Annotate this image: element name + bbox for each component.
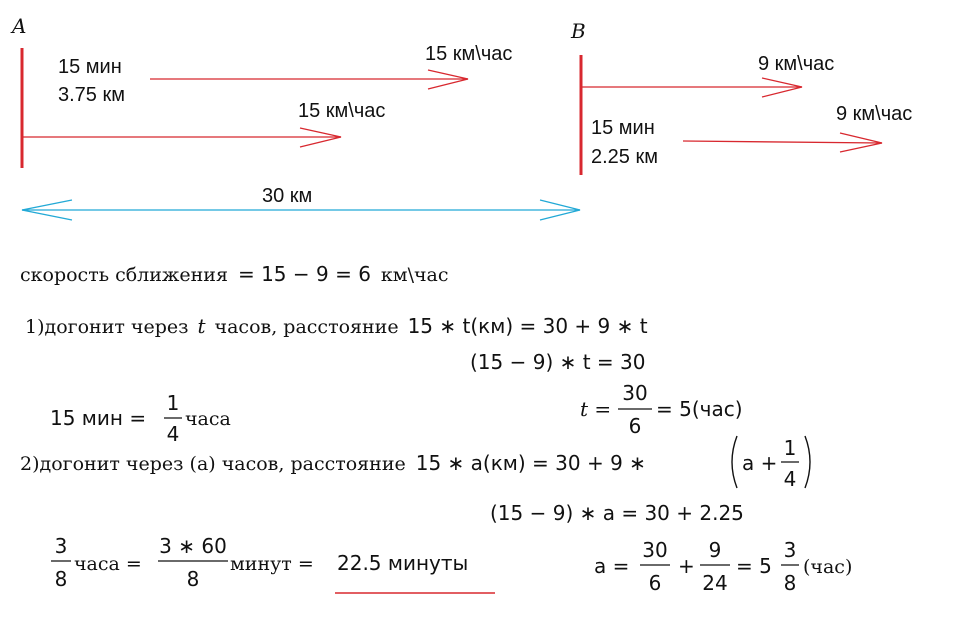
answer-numerator-1: 30	[642, 538, 668, 562]
b-arrow-bottom	[683, 133, 882, 152]
distance-label: 30 км	[262, 185, 313, 207]
point-a-label: A	[12, 14, 27, 38]
answer-denominator-2: 24	[702, 571, 728, 595]
answer-unit: (час)	[803, 556, 853, 578]
part-2-line	[20, 451, 646, 475]
part-2-numerator: 1	[783, 436, 797, 460]
answer-denominator-1: 6	[648, 571, 662, 595]
part-1-variable: t	[197, 314, 206, 338]
part-2-paren-expression: а +	[742, 451, 778, 475]
part-2-prefix: 2)догонит через (а) часов, расстояние	[20, 453, 406, 475]
approach-speed-line	[20, 262, 449, 286]
quarter-denominator: 4	[166, 422, 180, 446]
b-distance-label: 2.25 км	[591, 146, 658, 168]
part-2-step: (15 − 9) ∗ а = 30 + 2.25	[490, 501, 744, 525]
part-1-middle: часов, расстояние	[214, 316, 399, 338]
conversion-result: 22.5 минуты	[337, 551, 469, 575]
b-arrow-top	[581, 78, 802, 97]
part-1-result: = 5(час)	[656, 397, 743, 421]
answer-numerator-2: 9	[708, 538, 722, 562]
conversion-denominator-2: 8	[186, 567, 200, 591]
a-speed-top-label: 15 км\час	[425, 43, 513, 65]
part-1-prefix: 1)догонит через	[25, 316, 189, 338]
part-1-equation: 15 ∗ t(км) = 30 + 9 ∗ t	[407, 314, 648, 338]
part-1-t-label: t =	[580, 397, 612, 421]
point-b-label: B	[571, 19, 586, 43]
a-time-label: 15 мин	[58, 56, 122, 78]
answer-denominator-3: 8	[783, 571, 797, 595]
conversion-label-2: минут =	[230, 553, 314, 575]
quarter-rhs: часа	[185, 408, 231, 430]
conversion-numerator-2: 3 ∗ 60	[159, 534, 227, 558]
part-2-open-paren	[732, 436, 737, 488]
part-2-close-paren	[805, 436, 810, 488]
approach-label: скорость сближения	[20, 264, 228, 286]
part-1-numerator: 30	[622, 381, 648, 405]
answer-numerator-3: 3	[783, 538, 797, 562]
part-1-denominator: 6	[628, 414, 642, 438]
b-speed-bottom-label: 9 км\час	[836, 103, 913, 125]
conversion-label-1: часа =	[74, 553, 142, 575]
approach-expression: = 15 − 9 = 6	[237, 262, 371, 286]
conversion-denominator-1: 8	[54, 567, 68, 591]
b-speed-top-label: 9 км\час	[758, 53, 835, 75]
quarter-numerator: 1	[166, 391, 180, 415]
answer-lhs: а =	[594, 554, 630, 578]
a-arrow-top	[150, 70, 468, 89]
answer-plus: +	[678, 554, 695, 578]
a-arrow-bottom	[22, 128, 341, 147]
quarter-lhs: 15 мин =	[50, 406, 147, 430]
b-time-label: 15 мин	[591, 117, 655, 139]
part-2-equation: 15 ∗ а(км) = 30 + 9 ∗	[415, 451, 646, 475]
answer-equals-whole: = 5	[736, 554, 772, 578]
part-2-denominator: 4	[783, 467, 797, 491]
a-speed-bottom-label: 15 км\час	[298, 100, 386, 122]
conversion-numerator-1: 3	[54, 534, 68, 558]
part-1-step: (15 − 9) ∗ t = 30	[470, 350, 646, 374]
a-distance-label: 3.75 км	[58, 84, 125, 106]
approach-unit: км\час	[380, 264, 449, 286]
part-1-line	[25, 314, 648, 338]
